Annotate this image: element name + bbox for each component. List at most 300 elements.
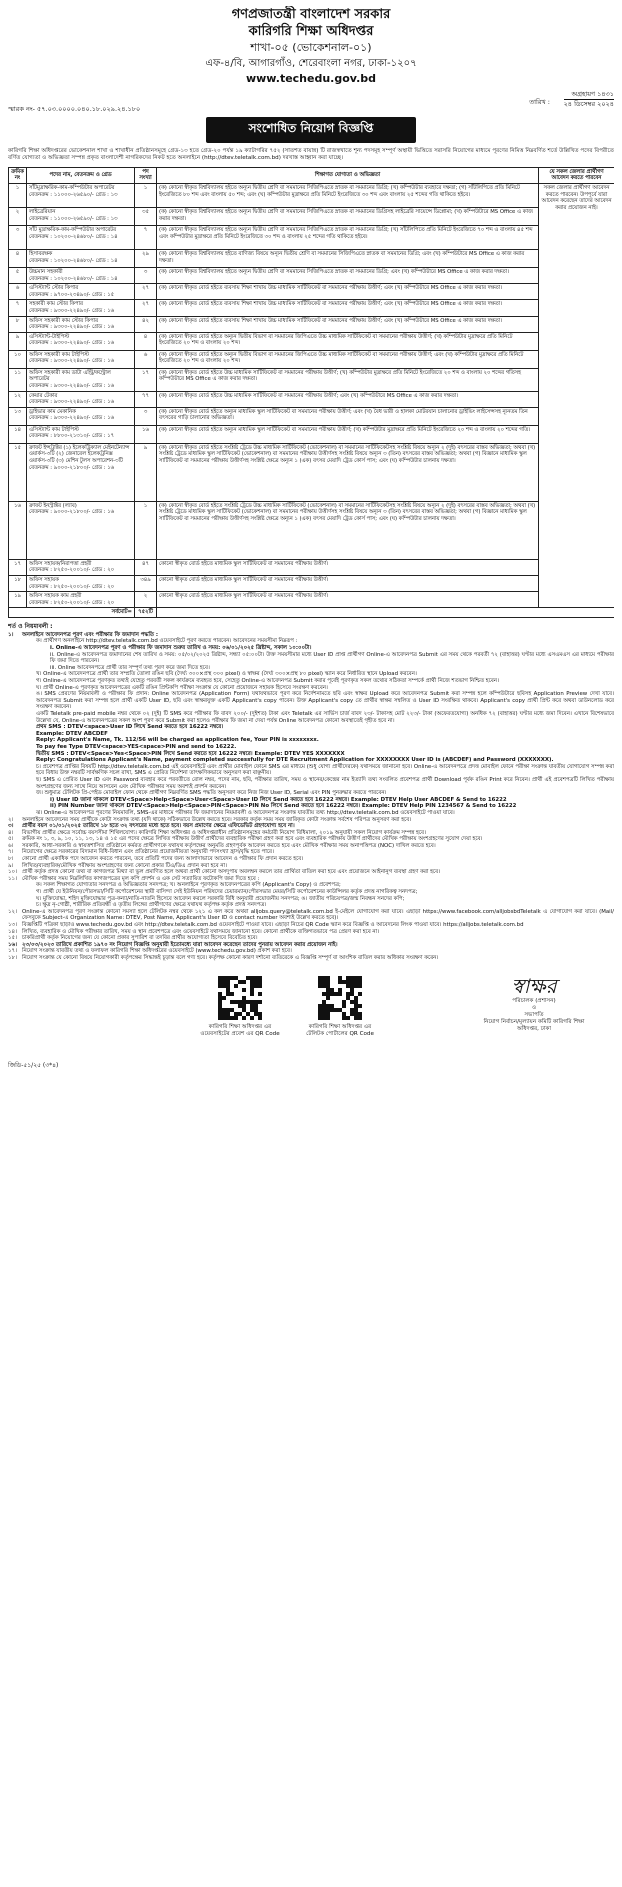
cell-count: ৩: [135, 407, 157, 425]
condition-text: ঘ। মুক্তিযোদ্ধা, শহিদ মুক্তিযোদ্ধার পুত্র-কন্যা/নাতি-নাতনি হিসেবে আবেদন করলে সরকারি বিধি অনুযায়ী প্রয়োজনীয় সনদপত্র; ঙ। জাতীয় পরিচয়পত্র/জন্ম নিবন্ধন সনদের কপি;: [36, 895, 405, 902]
total-label: সর্বমোট=: [9, 608, 135, 618]
condition-number: [22, 764, 36, 777]
cell-count: ১৭: [135, 368, 157, 391]
condition-number: [22, 691, 36, 711]
post-pay: বেতনক্রম : ৯৩০০-২২৪৯০/- গ্রেড : ১৬: [29, 382, 115, 389]
cell-qualification: (ক) কোনো স্বীকৃত বিশ্ববিদ্যালয় হইতে বাণিজ্য বিষয়ে অন্যূন দ্বিতীয় শ্রেণি বা সমমানের সিজিপিএতে স্নাতক বা সমমানের ডিগ্রি; এবং (খ) কম্পিউটারে MS Office এ কাজ করার দক্ষতা।: [157, 250, 539, 268]
condition-text: সরকারি, আধা-সরকারি ও স্বায়ত্তশাসিত প্রতিষ্ঠানে কর্মরত প্রার্থীগণকে যথাযথ কর্তৃপক্ষের অনুমতি গ্রহণপূর্বক আবেদন করতে হবে এবং মৌখিক পরীক্ষার সময় অনাপত্তিপত্র (NOC) দাখিল করতে হবে।: [22, 842, 436, 849]
condition-text: Reply: Congratulations Applicant's Name, payment completed successfully for DTE Recruitment Application for XXXXXXXX User ID is (ABCDEF) and Password (XXXXXXX).: [36, 757, 554, 764]
qr-module: [258, 1016, 262, 1020]
post-name: অফিস সহায়ক/নিরাপত্তা প্রহরী: [29, 560, 92, 567]
cell-post: [27, 368, 135, 391]
qr-module: [222, 996, 226, 1000]
condition-text: ii) PIN Number জানা থাকলে DTEV<Space>Help<Space>PIN<Space>PIN No লিখে Send করতে হবে 16222 নম্বরে। Example: DTEV Help PIN 1234567 & Send to 16222: [50, 803, 517, 810]
post-pay: বেতনক্রম : ১০২০০-২৪৬৮০/- গ্রেড : ১৪: [29, 233, 118, 240]
notice-banner: সংশোধিত নিয়োগ বিজ্ঞপ্তি: [206, 117, 416, 143]
table-row: [9, 316, 615, 332]
condition-number: ১৫।: [8, 935, 17, 942]
qr-module: [326, 1016, 330, 1020]
condition-item: [8, 902, 614, 909]
cell-post: [27, 501, 135, 559]
condition-number: ১।: [8, 631, 14, 638]
condition-text: চ। প্রবেশপত্র প্রাপ্তির বিষয়টি http://dtev.teletalk.com.bd এই ওয়েবসাইটে এবং প্রার্থীর মোবাইল ফোনে SMS এর মাধ্যমে (শুধু যোগ্য প্রার্থীদেরকে) যথাসময়ে জানানো হবে। Online-এ আবেদনপত্রে প্রদত্ত মোবাইল ফোনে পরীক্ষা সংক্রান্ত যাবতীয় যোগাযোগ সম্পন্ন করা হবে বিধায় উক্ত নম্বরটি সার্বক্ষণিক সচল রাখা, SMS এ প্রেরিত নির্দেশনা তাৎক্ষণিকভাবে অনুসরণ করা বাঞ্ছনীয়।: [36, 763, 614, 777]
condition-text: নিয়োগের ক্ষেত্রে সরকারের বিদ্যমান বিধি-বিধান এবং প্রতিষ্ঠানের প্রয়োজনীয়তা অনুযায়ী পদসংখ্যা হ্রাস/বৃদ্ধি হতে পারে।: [22, 849, 274, 856]
post-name: অফিস সহায়ক: [29, 576, 59, 583]
cell-post: [27, 226, 135, 250]
condition-item: [8, 823, 614, 830]
post-name: লাইব্রেরিয়ান: [29, 209, 56, 215]
condition-item: [8, 652, 614, 665]
cell-qualification: (ক) কোনো স্বীকৃত বিশ্ববিদ্যালয় হইতে অন্যূন দ্বিতীয় শ্রেণি বা সমমানের সিজিপিএতে স্নাতক বা সমমানের ডিগ্রিসহ লাইব্রেরি সায়েন্সে ডিপ্লোমা; (খ) কম্পিউটারে MS Office এ কাজ করার দক্ষতা।: [157, 208, 539, 226]
cell-sl: ১০: [9, 350, 27, 368]
condition-text: লিখিত/ব্যবহারিক/মৌখিক পরীক্ষায় অংশগ্রহণের জন্য কোনো প্রকার টিএ/ডিএ প্রদান করা হবে না।: [22, 862, 228, 869]
intro-paragraph: কারিগরি শিক্ষা অধিদপ্তরের ভোকেশনাল শাখা ও শাখাধীন প্রতিষ্ঠানসমূহে গ্রেড-১৩ হতে গ্রেড-২০ পর্যন্ত ১৯ ক্যাটাগরির ৭৫২ (সাতশত বায়ান্ন) টি রাজস্বখাতে শূন্য পদসমূহ সম্পূর্ণ অস্থায়ী ভিত্তিতে সরাসরি নিয়োগের মাধ্যমে পূরণের নিমিত্ত নিম্নবর্ণিত শর্তে উল্লিখিত পদের বিপরীতে বর্ণিত যোগ্যতা ও অভিজ্ঞতা সম্পন্ন প্রকৃত বাংলাদেশী নাগরিকদের নিকট হতে অনলাইনে (http://dtev.teletalk.com.bd) দরখাস্ত আহ্বান করা যাচ্ছে।: [8, 148, 614, 162]
table-row: [9, 391, 615, 407]
department-name: কারিগরি শিক্ষা অধিদপ্তর: [248, 24, 374, 39]
condition-text: বিভাগীয় প্রার্থীর ক্ষেত্রে সর্বোচ্চ বয়সসীমা শিথিলযোগ্য। কারিগরি শিক্ষা অধিদপ্তর ও অধিদপ্তরাধীন প্রতিষ্ঠানসমূহের কর্মচারী নিয়োগ বিধিমালা, ২০১৯ অনুযায়ী সকল নিয়োগ কার্যক্রম সম্পন্ন হবে।: [22, 829, 426, 836]
cell-sl: ১৭: [9, 559, 27, 575]
condition-item: [8, 691, 614, 711]
condition-item: [8, 935, 614, 942]
condition-item: [8, 764, 614, 777]
cell-count: ৬: [135, 350, 157, 368]
condition-text: মৌখিক পরীক্ষার সময় নিম্নলিখিত কাগজপত্রের মূল কপি প্রদর্শন ও এক সেট সত্যায়িত ফটোকপি জমা দিতে হবে :: [22, 875, 260, 882]
condition-text: Example: DTEV ABCDEF: [36, 730, 108, 737]
cell-qualification: (ক) কোনো স্বীকৃত বোর্ড হইতে ব্যবসায় শিক্ষা শাখায় উচ্চ মাধ্যমিক সার্টিফিকেট বা সমমানের পরীক্ষায় উত্তীর্ণ; এবং (খ) কম্পিউটারে MS Office এ কাজ করার দক্ষতা।: [157, 284, 539, 300]
condition-text: ক্রমিক নং ১, ৩, ৯, ১০, ১১, ১৩, ১৪ ও ১৫ এর পদের ক্ষেত্রে লিখিত পরীক্ষায় উত্তীর্ণ প্রার্থীদের ব্যবহারিক পরীক্ষা গ্রহণ করা হবে এবং ব্যবহারিক পরীক্ষায় উত্তীর্ণ প্রার্থীদের মৌখিক পরীক্ষায় অংশগ্রহণের সুযোগ দেয়া হবে।: [22, 836, 483, 843]
signatory-role-conj: ও: [531, 1004, 537, 1011]
condition-text: দ্বিতীয় SMS : DTEV<Space>Yes<Space>PIN লিখে Send করতে হবে 16222 নম্বরে। Example: DTEV YES XXXXXXX: [36, 750, 345, 757]
cell-district-note: সকল জেলার প্রার্থীগণ আবেদন করতে পারবেন। উপপূর্বে যারা আবেদন করেছেন তাদের আবেদন করার প্রয়োজন নাই।: [539, 184, 615, 608]
qr-module: [234, 984, 238, 988]
cell-post: [27, 575, 135, 591]
signatory-role-chair: সভাপতি: [524, 1011, 544, 1018]
qr-module: [258, 984, 262, 988]
cell-sl: ১৪: [9, 425, 27, 443]
cell-qualification: (ক) কোনো স্বীকৃত বোর্ড হইতে ব্যবসায় শিক্ষা শাখায় উচ্চ মাধ্যমিক সার্টিফিকেট বা সমমানের পরীক্ষায় উত্তীর্ণ; এবং (খ) কম্পিউটারে MS Office এ কাজ করার দক্ষতা।: [157, 316, 539, 332]
table-row: [9, 350, 615, 368]
signatory-dept: নিয়োগ নির্বাচন/মূল্যায়ন কমিটি কারিগরি শিক্ষা অধিদপ্তর, ঢাকা: [483, 1018, 585, 1032]
gd-ref: জিডি-৫১/২৫ (৩*৪): [8, 1061, 59, 1069]
cell-post: [27, 316, 135, 332]
cell-count: ৯: [135, 443, 157, 501]
total-blank: [157, 608, 615, 618]
condition-item: [8, 948, 614, 955]
cell-post: [27, 284, 135, 300]
col-header-count: পদ সংখ্যা: [135, 167, 157, 183]
condition-number: [22, 737, 36, 744]
cell-sl: ১২: [9, 391, 27, 407]
post-pay: বেতনক্রম : ৯৭০০-২৩৪৯০/- গ্রেড : ১৫: [29, 291, 115, 298]
condition-text: Online-এ আবেদনপত্র পূরণ সংক্রান্ত কোনো সমস্যা হলে টেলিটক নম্বর থেকে ১২১ এ কল করে অথবা alljobs.query@teletalk.com.bd ই-মেইলে যোগাযোগ করা যাবে। এছাড়া https://www.facebook.com/alljobsbdTeletalk এ যোগাযোগ করা যাবে। (Mail/ফেসবুকে Subject-এ Organization Name: DTEV, Post Name, Applicant's User ID ও contact number অবশ্যই উল্লেখ করতে হবে)।: [22, 908, 614, 922]
cell-count: ৪: [135, 332, 157, 350]
signatory-role: পরিচালক (প্রশাসন): [512, 997, 556, 1004]
condition-number: ৬।: [8, 842, 14, 849]
cell-post: [27, 208, 135, 226]
cell-post: [27, 332, 135, 350]
condition-item: [8, 876, 614, 883]
post-name: অফিস সহায়ক কাম প্রহরী: [29, 593, 82, 600]
condition-number: [22, 744, 36, 751]
table-row: [9, 300, 615, 316]
condition-item: [8, 645, 614, 652]
condition-item: [8, 678, 614, 685]
cell-post: [27, 300, 135, 316]
table-row: [9, 268, 615, 284]
condition-text: প্রার্থী কর্তৃক প্রদত্ত কোনো তথ্য বা কাগজপত্র মিথ্যা বা ভুল প্রমাণিত হলে অথবা প্রার্থী কোনো অসদুপায় অবলম্বন করলে তার প্রার্থিতা বাতিল করা হবে এবং প্রয়োজনে আইনানুগ ব্যবস্থা গ্রহণ করা হবে।: [22, 869, 441, 876]
cell-qualification: (ক) কোনো স্বীকৃত বোর্ড হইতে অন্যূন দ্বিতীয় বিভাগ বা সমমানের জিপিএতে উচ্চ মাধ্যমিক সার্টিফিকেট বা সমমানের পরীক্ষায় উত্তীর্ণ; (খ) কম্পিউটার মুদ্রাক্ষরে প্রতি মিনিটে ইংরেজিতে ২০ শব্দ ও বাংলায় ২০ শব্দ।: [157, 332, 539, 350]
post-pay: বেতনক্রম : ১১০০০-২৬৫৯০/- গ্রেড : ১৩: [29, 191, 118, 198]
condition-number: ১০।: [8, 869, 17, 876]
cell-sl: ২: [9, 208, 27, 226]
condition-number: ৫।: [8, 836, 14, 843]
cell-sl: ১৮: [9, 575, 27, 591]
condition-item: [8, 737, 614, 744]
cell-sl: ১৬: [9, 501, 27, 559]
qr-module: [342, 1004, 346, 1008]
cell-count: ৭: [135, 226, 157, 250]
website[interactable]: www.techedu.gov.bd: [245, 72, 376, 85]
table-row: [9, 559, 615, 575]
post-name: এসিস্ট্যান্ট কাম টাইপিস্ট: [29, 426, 79, 433]
condition-text: ঝ। Online-এ আবেদনপত্র পূরণের নিয়মাবলি, SMS-এর মাধ্যমে পরীক্ষার ফি জমাদানের নিয়মাবলী ও আবেদনপত্র সংক্রান্ত যাবতীয় তথ্য http://dtev.teletalk.com.bd ওয়েবসাইটে পাওয়া যাবে।: [36, 809, 455, 816]
cell-post: [27, 559, 135, 575]
cell-qualification: (ক) কোনো স্বীকৃত বিশ্ববিদ্যালয় হইতে অন্যূন দ্বিতীয় শ্রেণি বা সমমানের সিজিপিএতে স্নাতক বা সমমানের ডিগ্রি; এবং (খ) কম্পিউটারে MS Office এ কাজ করার দক্ষতা।: [157, 268, 539, 284]
date-english: ২৪ ডিসেম্বর ২০২৪: [563, 100, 614, 108]
qr-module: [358, 1016, 362, 1020]
condition-item: [8, 744, 614, 751]
condition-item: [8, 909, 614, 922]
condition-number: [22, 896, 36, 903]
cell-count: ২৭: [135, 284, 157, 300]
post-name: ক্রাফট ইনস্ট্রাক্টর (ল্যাব): [29, 502, 77, 509]
condition-item: [8, 856, 614, 863]
col-header-qualification: শিক্ষাগত যোগ্যতা ও অভিজ্ঞতা: [157, 167, 539, 183]
cell-post: [27, 184, 135, 208]
post-name: উচ্চমান সহকারী: [29, 269, 63, 275]
qr-module: [250, 992, 254, 996]
post-name: অফিস সহকারী কাম টাইপিস্ট: [29, 351, 89, 358]
address: এফ-৪/বি, আগারগাঁও, শেরেবাংলা নগর, ঢাকা-১২০৭: [205, 58, 417, 69]
table-row: [9, 592, 615, 608]
condition-text: i. Online-এ আবেদনপত্র পূরণ ও পরীক্ষার ফি জমাদান শুরুর তারিখ ও সময়: ০৬/০১/২০২৫ খ্রিষ্টাব্দ, সকাল ১০:০০টা।: [50, 645, 312, 652]
cell-sl: ১১: [9, 368, 27, 391]
header: [8, 6, 614, 86]
condition-item: [8, 922, 614, 929]
qr2-caption: কারিগরি শিক্ষা অধিদপ্তর এর টেলিটক পোর্টালের QR Code: [306, 1023, 374, 1037]
cell-post: [27, 592, 135, 608]
cell-qualification: (ক) কোনো স্বীকৃত বিশ্ববিদ্যালয় হইতে অন্যূন দ্বিতীয় শ্রেণি বা সমমানের সিজিপিএতে স্নাতক বা সমমানের ডিগ্রি; (খ) সাঁটলিপিতে প্রতি মিনিটে ইংরেজিতে ৭০ শব্দ ও বাংলায় ৪৫ শব্দ এবং কম্পিউটার মুদ্রাক্ষরে প্রতি মিনিটে ইংরেজিতে ৩০ শব্দ ও বাংলায় ২৫ শব্দের গতি থাকিতে হইবে।: [157, 226, 539, 250]
cell-count: ৩৫: [135, 208, 157, 226]
cell-sl: ৫: [9, 268, 27, 284]
post-name: ড্রাইভার কাম মেকানিক: [29, 408, 76, 415]
condition-text: গ। প্রার্থী যে ইউনিয়ন/পৌরসভা/সিটি কর্পোরেশনের স্থায়ী বাসিন্দা সেই ইউনিয়ন পরিষদের চেয়ারম্যান/পৌরসভার মেয়র/সিটি কর্পোরেশনের কাউন্সিলর কর্তৃক প্রদত্ত নাগরিকত্ব সনদপত্র;: [36, 889, 418, 896]
post-pay: বেতনক্রম : ৮৮০০-২১৩১০/- গ্রেড : ১৭: [29, 433, 115, 440]
table-row: [9, 407, 615, 425]
condition-number: [36, 645, 50, 652]
table-row: [9, 208, 615, 226]
condition-text: ঙ। SMS প্রেরণের নিয়মাবলী ও পরীক্ষার ফি প্রদান: Online আবেদনপত্র (Application Form) যথাযথভাবে পূরণ করে নির্দেশনামতে ছবি এবং স্বাক্ষর Upload করে আবেদনপত্র Submit করা সম্পন্ন হলে কম্পিউটারে ছবিসহ Application Preview দেখা যাবে। আবেদনপত্র Submit করা সম্পন্ন হলে প্রার্থী একটি User ID, ছবি এবং স্বাক্ষরযুক্ত একটি Applicant's copy পাবেন। উক্ত Applicant's copy তে প্রার্থীর স্বাক্ষর সম্বলিত ও User ID সংরক্ষিত থাকবে। Applicant's copy প্রার্থী প্রিন্ট করে অথবা ডাউনলোড করে সংরক্ষণ করবেন।: [36, 691, 614, 711]
cell-post: [27, 407, 135, 425]
signature-block: [474, 974, 594, 1033]
condition-text: গ। Online-এ আবেদনপত্রে পূরণকৃত তথ্যই যেহেতু পরবর্তী সকল কার্যক্রমে ব্যবহৃত হবে, সেহেতু Online-এ আবেদনপত্র Submit করার পূর্বেই পূরণকৃত সকল তথ্যের সঠিকতা সম্পর্কে প্রার্থী নিজে শতভাগ নিশ্চিত হবেন।: [36, 678, 499, 685]
table-row: [9, 425, 615, 443]
table-row: [9, 226, 615, 250]
post-pay: বেতনক্রম : ৯৩০০-২২৪৯০/- গ্রেড : ১৬: [29, 307, 115, 314]
post-name: সাঁট মুদ্রাক্ষরিক-কাম-কম্পিউটার অপারেটর: [29, 227, 117, 233]
condition-text: অনলাইনে আবেদনপত্র পূরণ এবং পরীক্ষার ফি জমাদান পদ্ধতি :: [22, 631, 158, 638]
condition-number: ৩।: [8, 823, 14, 830]
post-pay: বেতনক্রম : ৯৩০০-২২৪৯০/- গ্রেড : ১৬: [29, 324, 115, 331]
post-name: এসিস্ট্যান্ট-টাইপিস্ট: [29, 333, 70, 340]
condition-number: [22, 685, 36, 692]
cell-count: ৩: [135, 268, 157, 284]
post-name: হিসাবরক্ষক: [29, 251, 53, 257]
condition-text: ছ। SMS এ প্রেরিত User ID এবং Password ব্যবহার করে পরবর্তীতে রোল নম্বর, পদের নাম, ছবি, পরীক্ষার তারিখ, সময় ও স্থানের/কেন্দ্রের নাম ইত্যাদি তথ্য সংবলিত প্রবেশপত্র প্রার্থী Download পূর্বক রঙিন Print করে নিবেন। প্রার্থী এই প্রবেশপত্রটি লিখিত পরীক্ষায় অংশগ্রহণের জন্য সাথে নিয়ে আসবেন এবং মৌখিক পরীক্ষার সময় অবশ্যই প্রদর্শন করবেন।: [36, 776, 614, 790]
post-pay: বেতনক্রম : ৯৩০০-২২৪৯০/- গ্রেড : ১৬: [29, 340, 115, 347]
condition-text: খ। Online-এ আবেদনপত্রে প্রার্থী তার সম্প্রতি তোলা রঙিন ছবি (দৈর্ঘ্য ৩০০×প্রস্থ ৩০০ pixel) ও স্বাক্ষর (দৈর্ঘ্য ৩০০×প্রস্থ ৮০ pixel) স্ক্যান করে নির্ধারিত স্থানে Upload করবেন।: [36, 671, 417, 678]
condition-text: কোনো প্রার্থী একাধিক পদে আবেদন করতে পারবেন, তবে প্রতিটি পদের জন্য আলাদাভাবে আবেদন ও পরীক্ষার ফি প্রদান করতে হবে।: [22, 856, 304, 863]
date-bengali: অগ্রহায়ণ ১৪৩১: [564, 90, 614, 100]
condition-item: [8, 810, 614, 817]
cell-sl: ১৩: [9, 407, 27, 425]
condition-item: [8, 724, 614, 731]
qr-module: [242, 988, 246, 992]
post-name: অফিস সহকারী কাম ডাটা এন্ট্রি/কন্ট্রোল অপারেটর: [29, 369, 111, 383]
cell-count: ২: [135, 592, 157, 608]
condition-number: [22, 671, 36, 678]
cell-sl: ৬: [9, 284, 27, 300]
cell-qualification: (ক) কোনো স্বীকৃত বোর্ড হইতে উচ্চ মাধ্যমিক সার্টিফিকেট বা সমমানের পরীক্ষায় উত্তীর্ণ; (খ) কম্পিউটার মুদ্রাক্ষরে প্রতি মিনিটে ইংরেজিতে ২০ শব্দ ও বাংলায় ২০ শব্দের গতিসহ কম্পিউটারে MS Office এ কাজ করার দক্ষতা।: [157, 368, 539, 391]
cell-sl: ৪: [9, 250, 27, 268]
signature: স্বাক্ষর: [511, 973, 557, 998]
condition-number: ১৪।: [8, 928, 17, 935]
cell-post: [27, 443, 135, 501]
condition-item: [8, 711, 614, 724]
condition-item: [8, 955, 614, 962]
posts-table: [8, 167, 614, 618]
table-row: [9, 250, 615, 268]
table-row: [9, 443, 615, 501]
qr-module: [250, 1016, 254, 1020]
table-row: [9, 332, 615, 350]
cell-count: ১: [135, 184, 157, 208]
condition-number: ১২।: [8, 908, 17, 915]
post-name: অফিস সহকারী কাম স্টোর কিপার: [29, 317, 99, 324]
post-pay: বেতনক্রম : ৯৩০০-২২৪৯০/- গ্রেড : ১৬: [29, 415, 115, 422]
cell-qualification: (ক) কোনো স্বীকৃত বোর্ড হইতে ব্যবসায় শিক্ষা শাখায় উচ্চ মাধ্যমিক সার্টিফিকেট বা সমমানের পরীক্ষায় উত্তীর্ণ; এবং (খ) কম্পিউটারে MS Office এ কাজ করার দক্ষতা।: [157, 300, 539, 316]
qr-module: [242, 1016, 246, 1020]
table-header-row: [9, 167, 615, 183]
table-total-row: [9, 608, 615, 618]
cell-sl: ৮: [9, 316, 27, 332]
cell-qualification: (ক) কোনো স্বীকৃত বিশ্ববিদ্যালয় হইতে অন্যূন দ্বিতীয় শ্রেণি বা সমমানের সিজিপিএতে স্নাতক বা সমমানের ডিগ্রি; (খ) কম্পিউটার ব্যবহারে দক্ষতা; (গ) সাঁটলিপিতে প্রতি মিনিটে ইংরেজিতে ৮০ শব্দ এবং বাংলায় ৫০ শব্দ; এবং (ঘ) কম্পিউটার মুদ্রাক্ষরে প্রতি মিনিটে ইংরেজিতে ৩০ শব্দ এবং বাংলায় ২৫ শব্দের গতি থাকিতে হইবে।: [157, 184, 539, 208]
cell-count: ৩৪৯: [135, 575, 157, 591]
condition-item: [8, 869, 614, 876]
condition-number: ১৭।: [8, 948, 17, 955]
condition-text: ii. Online-এ আবেদনপত্র জমাদানের শেষ তারিখ ও সময়: ০৫/০২/২০২৫ খ্রিষ্টাব্দ, সন্ধ্যা ০৫:০০টা। উক্ত সময়সীমার মধ্যে User ID প্রাপ্ত প্রার্থীগণ Online-এ আবেদনপত্র Submit এর সময় থেকে পরবর্তী ৭২ (বাহাত্তর) ঘণ্টার মধ্যে এসএমএস এর মাধ্যমে পরীক্ষার ফি জমা দিতে পারবেন।: [50, 651, 614, 665]
condition-number: [22, 790, 36, 797]
qr-module: [358, 984, 362, 988]
condition-number: ৯।: [8, 862, 14, 869]
cell-qualification: (ক) কোনো স্বীকৃত বোর্ড হইতে সংশ্লিষ্ট ট্রেডে উচ্চ মাধ্যমিক সার্টিফিকেট (ভোকেশনাল) বা সমমানের সার্টিফিকেটসহ সংশ্লিষ্ট বিষয়ে অন্যূন ২ (দুই) বৎসরের বাস্তব অভিজ্ঞতা; অথবা (খ) সংশ্লিষ্ট ট্রেডে মাধ্যমিক স্কুল সার্টিফিকেট (ভোকেশনাল) বা সমমানের পরীক্ষায় উত্তীর্ণসহ সংশ্লিষ্ট বিষয়ে অন্যূন ৩ (তিন) বৎসরের বাস্তব অভিজ্ঞতা; অথবা (গ) বিজ্ঞানে মাধ্যমিক স্কুল সার্টিফিকেট বা সমমানের পরীক্ষায় উত্তীর্ণসহ সংশ্লিষ্ট ক্ষেত্রে অন্যূন ১ (এক) বৎসর মেয়াদি ট্রেড কোর্স পাস; এবং (ঘ) কম্পিউটার চালনায় দক্ষতা।: [157, 501, 539, 559]
condition-number: ১১।: [8, 875, 17, 882]
condition-number: [22, 678, 36, 685]
conditions-title: শর্ত ও নিয়মাবলী :: [8, 622, 53, 630]
cell-sl: ৩: [9, 226, 27, 250]
cell-qualification: (ক) কোনো স্বীকৃত বোর্ড হইতে সংশ্লিষ্ট ট্রেডে উচ্চ মাধ্যমিক সার্টিফিকেট (ভোকেশনাল) বা সমমানের সার্টিফিকেটসহ সংশ্লিষ্ট বিষয়ে অন্যূন ২ (দুই) বৎসরের বাস্তব অভিজ্ঞতা; অথবা (খ) সংশ্লিষ্ট ট্রেডে মাধ্যমিক স্কুল সার্টিফিকেট (ভোকেশনাল) বা সমমানের পরীক্ষায় উত্তীর্ণসহ সংশ্লিষ্ট বিষয়ে অন্যূন ৩ (তিন) বৎসরের বাস্তব অভিজ্ঞতা; অথবা (গ) বিজ্ঞানে মাধ্যমিক স্কুল সার্টিফিকেট বা সমমানের পরীক্ষায় উত্তীর্ণসহ সংশ্লিষ্ট ক্ষেত্রে অন্যূন ১ (এক) বৎসর মেয়াদি ট্রেড কোর্স পাস; এবং (ঘ) কম্পিউটার চালনায় দক্ষতা।: [157, 443, 539, 501]
condition-number: [22, 711, 36, 724]
cell-sl: ১: [9, 184, 27, 208]
condition-number: [22, 757, 36, 764]
condition-number: [36, 803, 50, 810]
qr-module: [338, 992, 342, 996]
condition-item: [8, 836, 614, 843]
post-pay: বেতনক্রম : ৯৩০০-২২৪৯০/- গ্রেড : ১৬: [29, 399, 115, 406]
condition-number: [36, 652, 50, 665]
condition-text: নিয়োগ সংক্রান্ত যে কোনো বিষয়ে নিয়োগকারী কর্তৃপক্ষের সিদ্ধান্তই চূড়ান্ত বলে গণ্য হবে। কর্তৃপক্ষ কোনো কারণ দর্শানো ব্যতিরেকে এ বিজ্ঞপ্তি সম্পূর্ণ বা আংশিক বাতিল করার অধিকার সংরক্ষণ করেন।: [22, 954, 439, 961]
qr-module: [326, 996, 330, 1000]
condition-text: লিখিত, ব্যবহারিক ও মৌখিক পরীক্ষার তারিখ, সময় ও স্থান প্রবেশপত্রে এবং ওয়েবসাইটে যথাসময়ে জানানো হবে। কোনো প্রার্থীকে ব্যক্তিগতভাবে পত্র প্রেরণ করা হবে না।: [22, 928, 380, 935]
post-name: কেয়ার টেকার: [29, 392, 58, 399]
qr-module: [242, 980, 246, 984]
condition-number: [22, 889, 36, 896]
col-header-post: পদের নাম, বেতনক্রম ও গ্রেড: [27, 167, 135, 183]
cell-post: [27, 250, 135, 268]
post-pay: বেতনক্রম : ৯০০০-২১৮০০/- গ্রেড : ১৬: [29, 464, 115, 471]
qr1-caption: কারিগরি শিক্ষা অধিদপ্তর এর ওয়েবসাইটের প্রবেশ এর QR Code: [200, 1023, 280, 1037]
condition-number: ৪।: [8, 829, 14, 836]
condition-item: [8, 731, 614, 738]
post-pay: বেতনক্রম : ৮২৫০-২০০১০/- গ্রেড : ২০: [29, 583, 115, 590]
memo-ref: স্মারক নং- ৫৭.০৩.০০০০.০৪০.১৮.০২৯.২৪.১৮০: [8, 105, 141, 113]
condition-text: Reply: Applicant's Name, Tk. 112/56 will be charged as application fee, Your PIN is xxxxxxxx.: [36, 737, 319, 744]
footer: [8, 970, 614, 1075]
govt-name: গণপ্রজাতন্ত্রী বাংলাদেশ সরকার: [231, 7, 391, 22]
table-row: [9, 184, 615, 208]
cell-post: [27, 391, 135, 407]
cell-sl: ১৯: [9, 592, 27, 608]
branch-name: শাখা-০৫ (ভোকেশনাল-০১): [250, 41, 372, 54]
cell-count: ৪৭: [135, 559, 157, 575]
condition-text: প্রথম SMS : DTEV<space>User ID লিখে Send করতে হবে 16222 নম্বরে।: [36, 724, 224, 731]
cell-sl: ১৫: [9, 443, 27, 501]
cell-qualification: কোনো স্বীকৃত বোর্ড হইতে মাধ্যমিক স্কুল সার্টিফিকেট বা সমমানের পরীক্ষায় উত্তীর্ণ।: [157, 559, 539, 575]
condition-text: i) User ID জানা থাকলে DTEV<Space>Help<Space>User<Space>User ID লিখে Send করতে হবে 16222 নম্বরে। Example: DTEV Help User ABCDEF & Send to 16222: [50, 796, 507, 803]
memo-line: [8, 88, 614, 116]
table-row: [9, 575, 615, 591]
qr-module: [258, 992, 262, 996]
cell-count: ২৯: [135, 250, 157, 268]
memo-date: [529, 90, 614, 109]
condition-number: [22, 751, 36, 758]
condition-number: ১৩।: [8, 922, 17, 928]
post-pay: বেতনক্রম : ১০২০০-২৪৬৮০/- গ্রেড : ১৪: [29, 257, 118, 264]
condition-text: প্রার্থীর বয়স ০১/০১/২০২৫ তারিখে ১৮ হতে ৩২ বৎসরের মধ্যে হতে হবে। বয়স প্রমাণের ক্ষেত্রে এফিডেভিট গ্রহণযোগ্য হবে না।: [22, 823, 295, 830]
col-header-sl: ক্রমিক নং: [9, 167, 27, 183]
cell-qualification: কোনো স্বীকৃত বোর্ড হইতে মাধ্যমিক স্কুল সার্টিফিকেট বা সমমানের পরীক্ষায় উত্তীর্ণ।: [157, 592, 539, 608]
post-name: সহকারী কাম স্টোর কিপার: [29, 301, 83, 308]
notice-page: [8, 6, 614, 1881]
condition-text: ক। প্রার্থীগণ অনলাইনে http://dtev.teletalk.com.bd ওয়েবসাইটে পূরণ করতে পারবেন। আবেদনের সময়সীমা নিম্নরূপ :: [36, 638, 298, 645]
date-label: তারিখ :: [529, 98, 550, 106]
post-pay: বেতনক্রম : ৮২৫০-২০০১০/- গ্রেড : ২০: [29, 599, 115, 606]
condition-text: অনলাইনে আবেদনের সময় প্রার্থীকে কোটা সংক্রান্ত তথ্য (যদি থাকে) সঠিকভাবে উল্লেখ করতে হবে। সরকার কর্তৃক সময় সময় জারিকৃত কোটা সংক্রান্ত সর্বশেষ পরিপত্র অনুসরণ করা হবে।: [22, 816, 412, 823]
post-name: ক্রাফট ইন্সট্রাক্টর (১) ইলেকট্রিক্যাল মেইনটেন্যান্স ওয়ার্কস-৩টি (২) জেনারেল ইলেকট্রনিক্স ওয়ার্কস-৩টি (৩) মেশিন টুলস অপারেশন-৩টি: [29, 444, 130, 464]
condition-item: [8, 757, 614, 764]
condition-number: [22, 724, 36, 731]
cell-count: ৪২: [135, 316, 157, 332]
cell-qualification: (ক) কোনো স্বীকৃত বোর্ড হইতে অন্যূন দ্বিতীয় বিভাগ বা সমমানের জিপিএতে উচ্চ মাধ্যমিক সার্টিফিকেট বা সমমানের পরীক্ষায় উত্তীর্ণ; এবং (খ) কম্পিউটার মুদ্রাক্ষরে প্রতি মিনিটে ইংরেজিতে ২০ শব্দ ও বাংলায় ২০ শব্দ।: [157, 350, 539, 368]
post-pay: বেতনক্রম : ৯৩০০-২২৪৯০/- গ্রেড : ১৬: [29, 358, 115, 365]
cell-qualification: (ক) কোনো স্বীকৃত বোর্ড হইতে অন্যূন মাধ্যমিক স্কুল সার্টিফিকেট বা সমমানের পরীক্ষায় উত্তীর্ণ; (খ) কম্পিউটার মুদ্রাক্ষরে প্রতি মিনিটে ইংরেজিতে ২০ শব্দ ও বাংলায় ২০ শব্দের গতি।: [157, 425, 539, 443]
col-header-district: যে সকল জেলার প্রার্থীগণ আবেদন করতে পারবেন: [539, 167, 615, 183]
cell-qualification: (ক) কোনো স্বীকৃত বোর্ড হইতে উচ্চ মাধ্যমিক সার্টিফিকেট বা সমমানের পরীক্ষায় উত্তীর্ণ; এবং (খ) কম্পিউটারে MS Office এ কাজ করার দক্ষতা।: [157, 391, 539, 407]
qr-module: [234, 1016, 238, 1020]
condition-text: নিয়োগ সংক্রান্ত যাবতীয় তথ্য ও ফলাফল কারিগরি শিক্ষা অধিদপ্তরের ওয়েবসাইটে (www.techedu.gov.bd) প্রকাশ করা হবে।: [22, 948, 292, 955]
condition-text: বিজ্ঞপ্তিটি পত্রিকা ছাড়াও www.techedu.gov.bd এবং http://dtev.teletalk.com.bd ওয়েবসাইটে পাওয়া যাবে। এছাড়া নিচের QR Code স্ক্যান করে বিজ্ঞপ্তি ও আবেদনের লিংক পাওয়া যাবে। https://alljobs.teletalk.com.bd: [22, 922, 524, 928]
qr-module: [358, 1004, 362, 1008]
condition-number: [22, 902, 36, 909]
condition-item: [8, 803, 614, 810]
condition-text: চ। ক্ষুদ্র নৃ-গোষ্ঠী, শারীরিক প্রতিবন্ধী ও তৃতীয় লিঙ্গের প্রার্থীগণের ক্ষেত্রে যথাযথ কর্তৃপক্ষ কর্তৃক প্রদত্ত সনদপত্র।: [36, 902, 267, 909]
qr-code-website[interactable]: [218, 976, 262, 1020]
cell-count: ১: [135, 501, 157, 559]
cell-qualification: (ক) কোনো স্বীকৃত বোর্ড হইতে অন্যূন মাধ্যমিক স্কুল সার্টিফিকেট বা সমমানের পরীক্ষায় উত্তীর্ণ; এবং (খ) বৈধ ভারী ও হালকা মোটরযান চালানোর ড্রাইভিং লাইসেন্সসহ ন্যূনতম তিন বৎসরের গাড়ি চালানোর অভিজ্ঞতা।: [157, 407, 539, 425]
table-row: [9, 368, 615, 391]
condition-number: [22, 777, 36, 790]
qr-module: [258, 1000, 262, 1004]
condition-text: iii. Online আবেদনপত্রে প্রার্থী তার সম্পূর্ণ তথ্য পূরণ করে জমা দিতে হবে।: [50, 664, 210, 671]
cell-post: [27, 425, 135, 443]
post-pay: বেতনক্রম : ৯০০০-২১৮০০/- গ্রেড : ১৬: [29, 509, 115, 516]
total-count: ৭৫২টি: [135, 608, 157, 618]
table-row: [9, 284, 615, 300]
condition-text: To pay fee Type DTEV<space>YES<space>PIN and send to 16222.: [36, 743, 237, 750]
qr-module: [358, 992, 362, 996]
condition-text: চাকরিপ্রার্থী কর্তৃক নিয়োগের জন্য যে কোনো প্রকার সুপারিশ বা তদবির প্রার্থীর অযোগ্যতা হিসেবে বিবেচিত হবে।: [22, 935, 258, 942]
condition-text: জ। শুধুমাত্র টেলিটক প্রি-পেইড মোবাইল ফোন থেকে প্রার্থীগণ নিম্নবর্ণিত SMS পদ্ধতি অনুসরণ করে নিজ নিজ User ID, Serial এবং PIN পুনরুদ্ধার করতে পারবেন।: [36, 790, 387, 797]
table-row: [9, 501, 615, 559]
condition-number: [22, 731, 36, 738]
post-pay: বেতনক্রম : ১০২০০-২৪৬৮০/- গ্রেড : ১৪: [29, 275, 118, 282]
condition-number: [22, 810, 36, 817]
condition-number: ৮।: [8, 856, 14, 863]
qr-code-teletalk[interactable]: [318, 976, 362, 1020]
cell-sl: ৭: [9, 300, 27, 316]
cell-sl: ৯: [9, 332, 27, 350]
condition-number: ২।: [8, 816, 14, 823]
condition-number: ৭।: [8, 849, 14, 856]
cell-post: [27, 350, 135, 368]
conditions-list: [8, 632, 614, 962]
condition-number: ১৮।: [8, 954, 17, 961]
condition-text: ২৩/০৩/২০২৩ তারিখে প্রকাশিত ১৯৭০ নং নিয়োগ বিজ্ঞপ্তি অনুযায়ী ইতোমধ্যে যারা আবেদন করেছেন তাদের পুনরায় আবেদন করার প্রয়োজন নাই।: [22, 941, 338, 948]
condition-text: ঘ। প্রার্থী Online-এ পূরণকৃত আবেদনপত্রের একটি রঙিন প্রিন্টকপি পরীক্ষা সংক্রান্ত যে কোনো প্রয়োজনে সহায়ক হিসেবে সংরক্ষণ করবেন।: [36, 684, 328, 691]
cell-qualification: কোনো স্বীকৃত বোর্ড হইতে মাধ্যমিক স্কুল সার্টিফিকেট বা সমমানের পরীক্ষায় উত্তীর্ণ।: [157, 575, 539, 591]
post-name: সাঁটমুদ্রাক্ষরিক-কাম-কম্পিউটার অপারেটর: [29, 185, 115, 191]
cell-count: ১৬: [135, 425, 157, 443]
condition-text: ক। সকল শিক্ষাগত যোগ্যতার সনদপত্র ও অভিজ্ঞতার সনদপত্র; খ। অনলাইনে পূরণকৃত আবেদনপত্রের কপি (Applicant's Copy) ও প্রবেশপত্র;: [36, 882, 341, 889]
post-pay: বেতনক্রম : ১১০০০-২৬৫৯০/- গ্রেড : ১৩: [29, 215, 118, 222]
condition-number: [36, 797, 50, 804]
post-name: এসিস্ট্যান্ট স্টোর কিপার: [29, 285, 79, 292]
condition-item: [8, 751, 614, 758]
condition-number: [22, 638, 36, 645]
condition-number: ১৬।: [8, 941, 17, 948]
condition-item: [8, 777, 614, 790]
cell-post: [27, 268, 135, 284]
